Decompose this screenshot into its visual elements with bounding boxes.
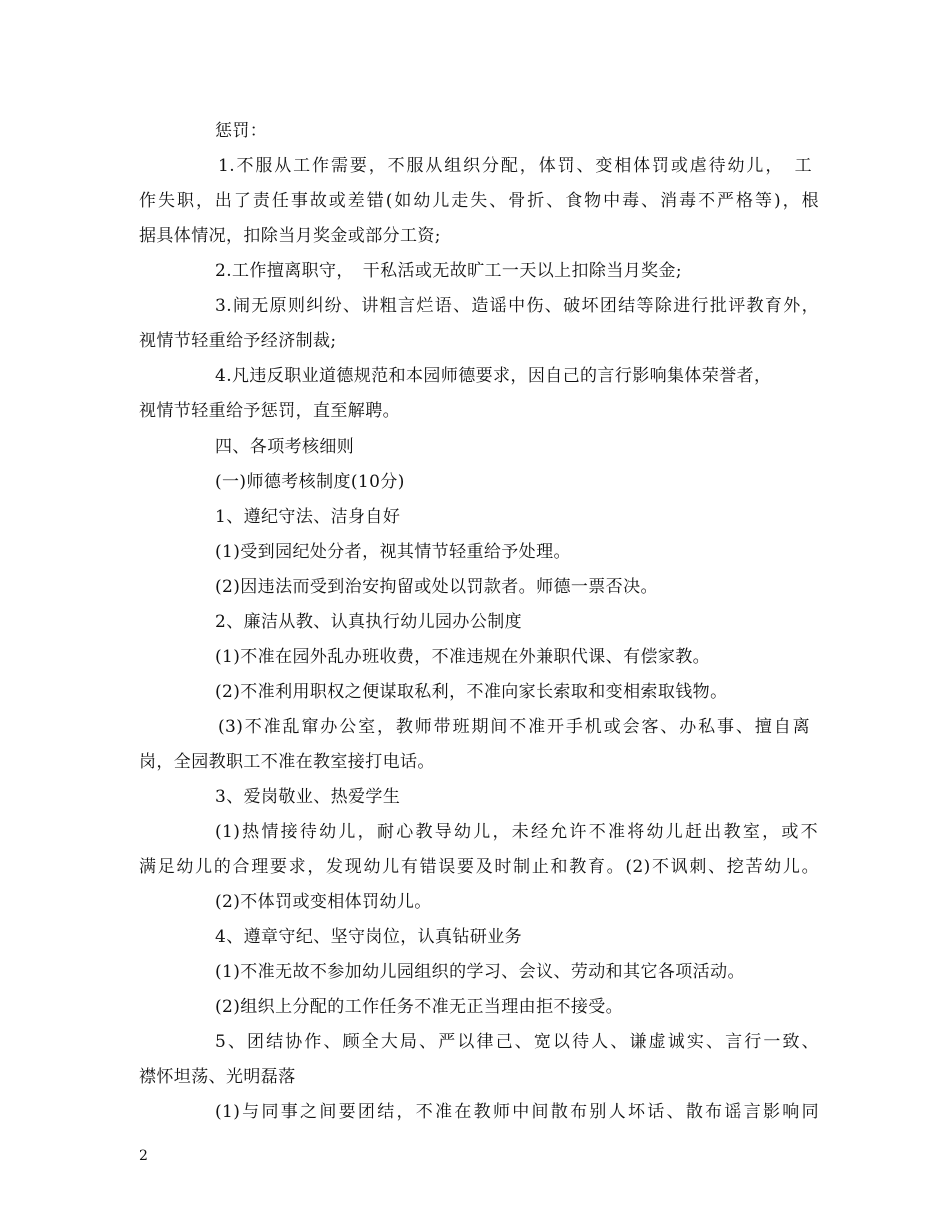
- text-line: (1)与同事之间要团结，不准在教师中间散布别人坏话、散布谣言影响同: [215, 1102, 819, 1122]
- text-line: 4.凡违反职业道德规范和本园师德要求，因自己的言行影响集体荣誉者，: [215, 366, 772, 386]
- page-number: 2: [139, 1148, 148, 1164]
- text-line: 视情节轻重给予经济制裁;: [139, 331, 337, 351]
- text-line: (2)因违法而受到治安拘留或处以罚款者。师德一票否决。: [215, 577, 658, 597]
- item-heading: 3、爱岗敬业、热爱学生: [215, 787, 401, 807]
- text-line: 1.不服从工作需要，不服从组织分配，体罚、变相体罚或虐待幼儿， 工: [218, 156, 812, 176]
- text-line: 据具体情况，扣除当月奖金或部分工资;: [139, 226, 441, 246]
- item-heading: 2、廉洁从教、认真执行幼儿园办公制度: [215, 612, 523, 632]
- section-heading: 四、各项考核细则: [215, 437, 355, 457]
- text-line: 岗，全园教职工不准在教室接打电话。: [139, 752, 435, 772]
- text-line: 满足幼儿的合理要求，发现幼儿有错误要及时制止和教育。(2)不讽刺、挖苦幼儿。: [139, 857, 819, 877]
- text-line: 2.工作擅离职守， 干私活或无故旷工一天以上扣除当月奖金;: [215, 261, 683, 281]
- text-line: (1)不准在园外乱办班收费，不准违规在外兼职代课、有偿家教。: [215, 647, 711, 667]
- text-line: (3)不准乱窜办公室，教师带班期间不准开手机或会客、办私事、擅自离: [218, 717, 810, 737]
- item-heading: 1、遵纪守法、洁身自好: [215, 507, 401, 527]
- text-line: (1)受到园纪处分者，视其情节轻重给予处理。: [215, 542, 571, 562]
- item-heading: 5、团结协作、顾全大局、严以律己、宽以待人、谦虚诚实、言行一致、: [215, 1032, 819, 1052]
- text-line: (2)不准利用职权之便谋取私利，不准向家长索取和变相索取钱物。: [215, 682, 728, 702]
- text-line: 惩罚：: [215, 121, 268, 141]
- text-line: (2)不体罚或变相体罚幼儿。: [215, 892, 432, 912]
- text-line: (1)热情接待幼儿，耐心教导幼儿，未经允许不准将幼儿赶出教室，或不: [215, 822, 818, 842]
- text-line: 襟怀坦荡、光明磊落: [139, 1067, 296, 1087]
- text-line: 作失职，出了责任事故或差错(如幼儿走失、骨折、食物中毒、消毒不严格等)，根: [139, 191, 819, 211]
- text-line: 3.闹无原则纠纷、讲粗言烂语、造谣中伤、破坏团结等除进行批评教育外，: [215, 296, 819, 316]
- text-line: 视情节轻重给予惩罚，直至解聘。: [139, 401, 400, 421]
- text-line: (1)不准无故不参加幼儿园组织的学习、会议、劳动和其它各项活动。: [215, 962, 745, 982]
- text-line: (2)组织上分配的工作任务不准无正当理由拒不接受。: [215, 997, 624, 1017]
- item-heading: 4、遵章守纪、坚守岗位，认真钻研业务: [215, 927, 523, 947]
- subsection-heading: (一)师德考核制度(10分): [215, 472, 405, 492]
